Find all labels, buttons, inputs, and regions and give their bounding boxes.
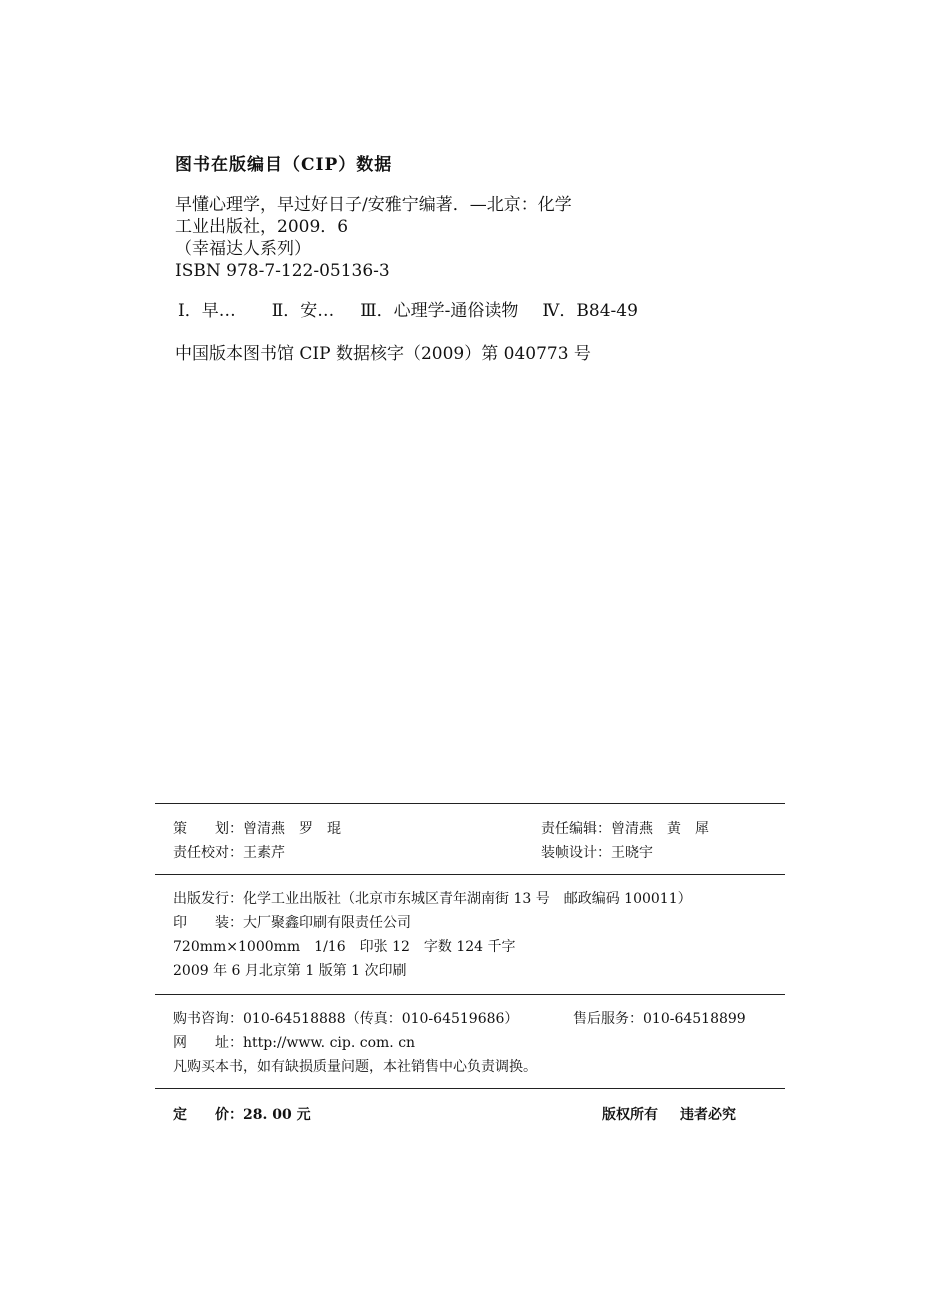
credit-planner <box>173 819 341 839</box>
credit-proofreader <box>173 843 285 863</box>
website-label: 网 址： <box>173 1035 243 1051</box>
cip-title: 图书在版编目（CIP）数据 <box>175 155 393 175</box>
publisher-value: 化学工业出版社（北京市东城区青年湖南街 13 号 邮政编码 100011） <box>243 891 692 907</box>
cip-bibliographic-line-2: 工业出版社，2009．6 <box>175 217 349 237</box>
rights-reserved: 版权所有 <box>602 1107 658 1123</box>
purchase-value: 010-64518888（传真：010-64519686） <box>243 1011 519 1027</box>
designer-value: 王晓宇 <box>611 845 653 861</box>
replacement-notice: 凡购买本书，如有缺损质量问题，本社销售中心负责调换。 <box>173 1059 537 1075</box>
printer-line <box>173 913 411 933</box>
planner-label: 策 划： <box>173 821 243 837</box>
publisher-label: 出版发行： <box>173 891 243 907</box>
cip-bibliographic-line-1: 早懂心理学，早过好日子/安雅宁编著．—北京：化学 <box>175 195 572 215</box>
editor-label: 责任编辑： <box>541 821 611 837</box>
purchase-line <box>173 1009 518 1029</box>
divider-credits <box>155 874 785 875</box>
divider-top <box>155 803 785 804</box>
price-value: 28. 00 元 <box>243 1107 311 1123</box>
divider-publishing <box>155 994 785 995</box>
cip-series: （幸福达人系列） <box>175 239 311 259</box>
cip-classification-row <box>178 300 638 322</box>
printer-label: 印 装： <box>173 915 243 931</box>
printer-value: 大厂聚鑫印刷有限责任公司 <box>243 915 411 931</box>
credit-designer <box>541 843 653 863</box>
editor-value: 曾清燕 黄 犀 <box>611 821 709 837</box>
format-line: 720mm×1000mm 1/16 印张 12 字数 124 千字 <box>173 939 516 955</box>
proofreader-value: 王素芹 <box>243 845 285 861</box>
website-value: http://www. cip. com. cn <box>243 1035 416 1051</box>
cip-class-4: Ⅳ．B84-49 <box>542 301 638 321</box>
cip-class-2: Ⅱ．安… <box>271 301 335 321</box>
service-label: 售后服务： <box>573 1011 643 1027</box>
edition-line: 2009 年 6 月北京第 1 版第 1 次印刷 <box>173 963 407 979</box>
price-line <box>173 1105 311 1125</box>
cip-record-number: 中国版本图书馆 CIP 数据核字（2009）第 040773 号 <box>175 344 591 364</box>
credit-editor <box>541 819 709 839</box>
cip-class-1: Ⅰ．早… <box>178 301 236 321</box>
cip-class-3: Ⅲ．心理学-通俗读物 <box>360 301 519 321</box>
divider-contact <box>155 1088 785 1089</box>
purchase-label: 购书咨询： <box>173 1011 243 1027</box>
service-value: 010-64518899 <box>643 1011 746 1027</box>
publisher-line <box>173 889 692 909</box>
cip-isbn: ISBN 978-7-122-05136-3 <box>175 261 390 281</box>
proofreader-label: 责任校对： <box>173 845 243 861</box>
price-label: 定 价： <box>173 1107 243 1123</box>
planner-value: 曾清燕 罗 琨 <box>243 821 341 837</box>
infringement-warning: 违者必究 <box>680 1107 736 1123</box>
website-line <box>173 1033 415 1053</box>
service-line <box>573 1009 746 1029</box>
designer-label: 装帧设计： <box>541 845 611 861</box>
rights-line <box>602 1105 736 1125</box>
